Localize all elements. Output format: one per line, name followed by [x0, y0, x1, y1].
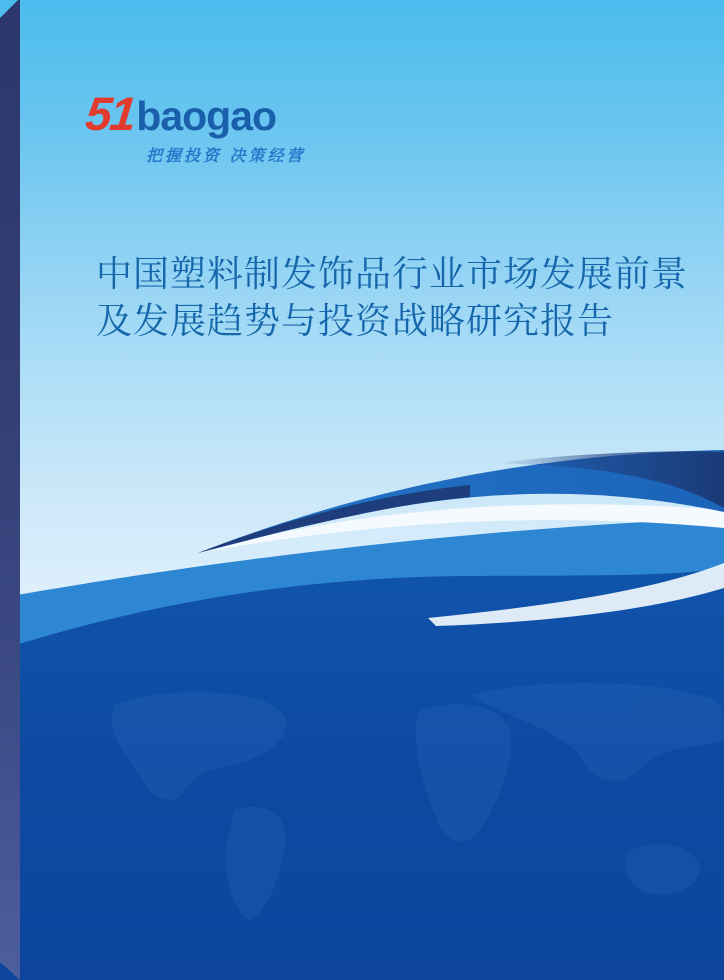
report-title	[96, 250, 696, 344]
logo-wordmark: baogao	[136, 93, 277, 139]
report-title-line1: 中国塑料制发饰品行业市场发展前景	[96, 253, 689, 294]
brand-tagline: 把握投资 决策经营	[146, 148, 306, 165]
brand-logo	[83, 87, 306, 166]
report-title-line2: 及发展趋势与投资战略研究报告	[96, 300, 615, 341]
logo-51-mark: 51	[83, 87, 138, 140]
book-spine	[0, 0, 20, 980]
